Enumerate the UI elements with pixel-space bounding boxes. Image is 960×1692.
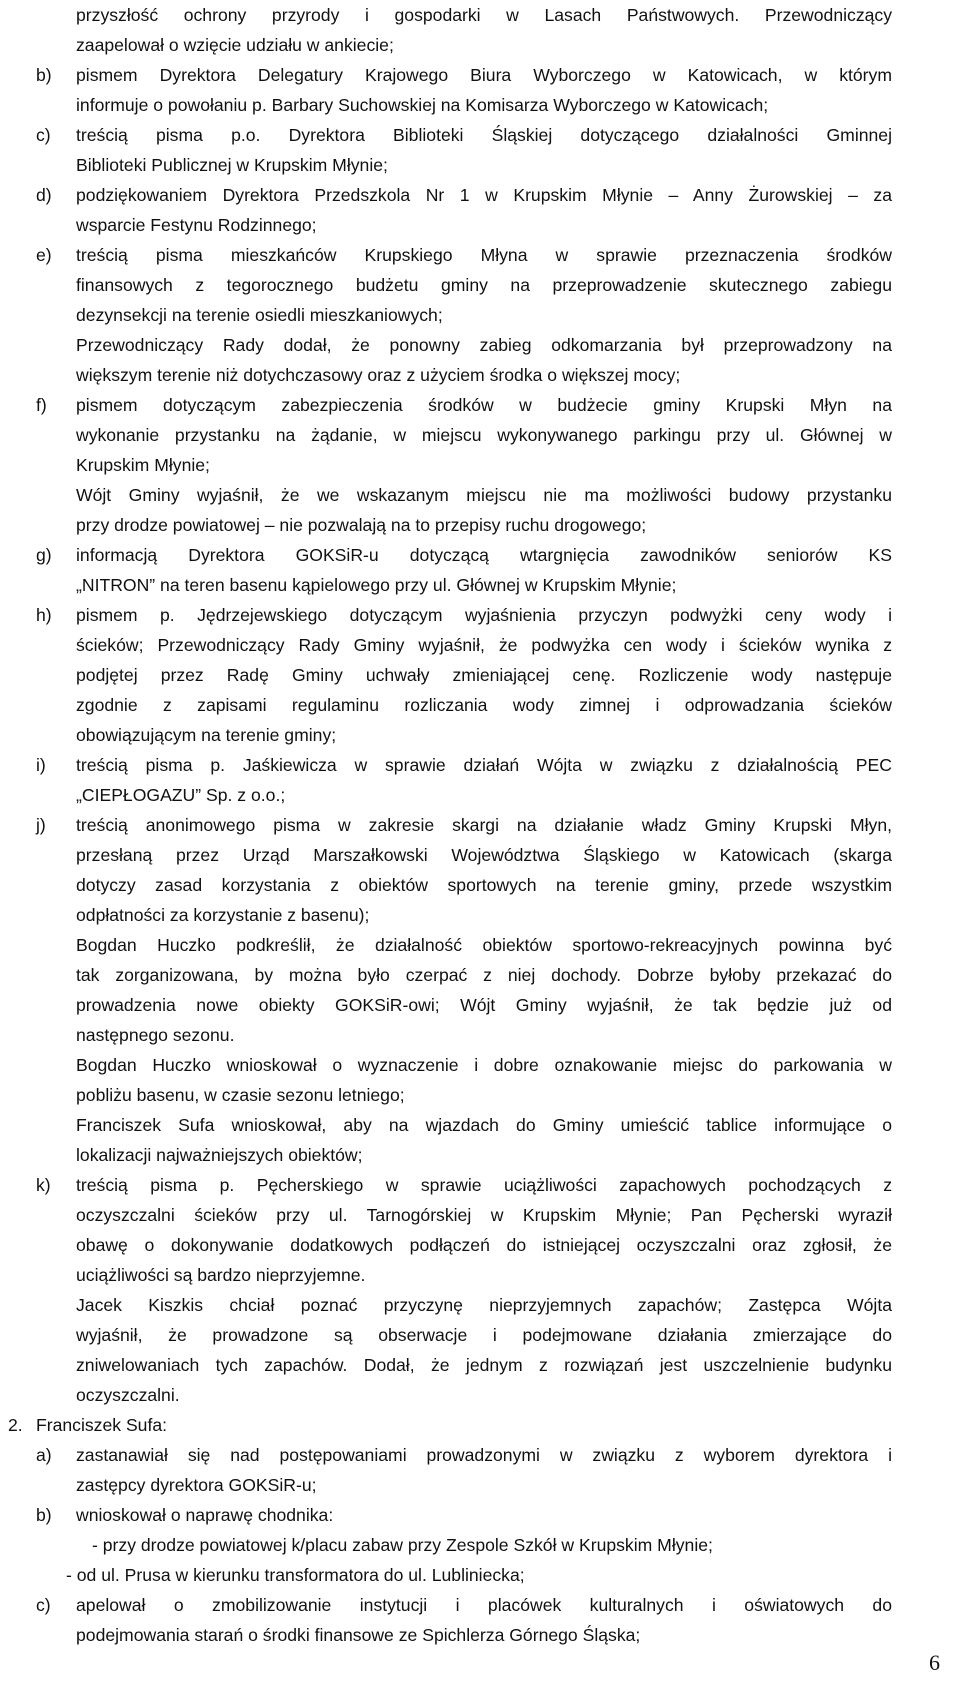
item-label: j) (36, 815, 46, 835)
text-line: treścią pisma p. Pęcherskiego w sprawie uciążliwości zapachowych pochodzących z (76, 1175, 892, 1195)
text-line: prowadzenia nowe obiekty GOKSiR-owi; Wójt Gminy wyjaśnił, że tak będzie już od (76, 995, 892, 1015)
text-line: Bogdan Huczko wnioskował o wyznaczenie i dobre oznakowanie miejsc do parkowania w (76, 1055, 892, 1075)
text-line: Franciszek Sufa wnioskował, aby na wjazdach do Gminy umieścić tablice informujące o (76, 1115, 892, 1135)
text-line: treścią pisma mieszkańców Krupskiego Młyna w sprawie przeznaczenia środków (76, 245, 892, 265)
text-line: finansowych z tegorocznego budżetu gminy na przeprowadzenie skutecznego zabiegu (76, 275, 892, 295)
text-line: przesłaną przez Urząd Marszałkowski Województwa Śląskiego w Katowicach (skarga (76, 845, 892, 865)
item-label: k) (36, 1175, 51, 1195)
text-line: zastępcy dyrektora GOKSiR-u; (76, 1475, 317, 1495)
text-line: pismem dotyczącym zabezpieczenia środków w budżecie gminy Krupski Młyn na (76, 395, 892, 415)
text-line: zastanawiał się nad postępowaniami prowadzonymi w związku z wyborem dyrektora i (76, 1445, 892, 1465)
text-line: lokalizacji najważniejszych obiektów; (76, 1145, 363, 1165)
text-line: „CIEPŁOGAZU” Sp. z o.o.; (76, 785, 286, 805)
page-number: 6 (929, 1650, 940, 1675)
text-line: Jacek Kiszkis chciał poznać przyczynę nieprzyjemnych zapachów; Zastępca Wójta (76, 1295, 892, 1315)
item-label: c) (36, 125, 51, 145)
item-label: b) (36, 65, 52, 85)
item-label: e) (36, 245, 52, 265)
text-line: wyjaśnił, że prowadzone są obserwacje i podejmowane działania zmierzające do (76, 1325, 892, 1345)
text-line: następnego sezonu. (76, 1025, 235, 1045)
text-line: pismem p. Jędrzejewskiego dotyczącym wyjaśnienia przyczyn podwyżki ceny wody i (76, 605, 892, 625)
text-line: podjętej przez Radę Gminy uchwały zmieniającej cenę. Rozliczenie wody następuje (76, 665, 892, 685)
item-label: a) (36, 1445, 52, 1465)
text-line: ścieków; Przewodniczący Rady Gminy wyjaśnił, że podwyżka cen wody i ścieków wynika z (76, 635, 892, 655)
item-label: b) (36, 1505, 52, 1525)
comment-paragraph (76, 1050, 892, 1110)
text-line: przyszłość ochrony przyrody i gospodarki w Lasach Państwowych. Przewodniczący (76, 5, 892, 25)
item-label: d) (36, 185, 52, 205)
text-line: tak zorganizowana, by można było czerpać z niej dochody. Dobrze byłoby przekazać do (76, 965, 892, 985)
text-line: treścią pisma p. Jaśkiewicza w sprawie działań Wójta w związku z działalnością PEC (76, 755, 892, 775)
dash-list-item: - przy drodze powiatowej k/placu zabaw przy Zespole Szkół w Krupskim Młynie; (92, 1535, 713, 1555)
comment-paragraph (76, 480, 892, 540)
text-line: Bogdan Huczko podkreślił, że działalność obiektów sportowo-rekreacyjnych powinna być (76, 935, 892, 955)
text-line: uciążliwości są bardzo nieprzyjemne. (76, 1265, 366, 1285)
item-label: i) (36, 755, 46, 775)
text-line: oczyszczalni ścieków przy ul. Tarnogórskiej w Krupskim Młynie; Pan Pęcherski wyraził (76, 1205, 892, 1225)
text-line: odpłatności za korzystanie z basenu); (76, 905, 370, 925)
text-line: przy drodze powiatowej – nie pozwalają na to przepisy ruchu drogowego; (76, 515, 647, 535)
text-line: zgodnie z zapisami regulaminu rozliczania wody zimnej i odprowadzania ścieków (76, 695, 892, 715)
text-line: informacją Dyrektora GOKSiR-u dotyczącą wtargnięcia zawodników seniorów KS (76, 545, 892, 565)
item-label: g) (36, 545, 52, 565)
item-label: f) (36, 395, 47, 415)
text-line: Biblioteki Publicznej w Krupskim Młynie; (76, 155, 388, 175)
comment-paragraph (76, 1290, 892, 1410)
text-line: dotyczy zasad korzystania z obiektów sportowych na terenie gminy, przede wszystkim (76, 875, 892, 895)
comment-paragraph (76, 1110, 892, 1170)
text-line: większym terenie niż dotychczasowy oraz z użyciem środka o większej mocy; (76, 365, 681, 385)
item-label: c) (36, 1595, 51, 1615)
section-heading: Franciszek Sufa: (36, 1415, 168, 1435)
text-line: podejmowania starań o środki finansowe ze Spichlerza Górnego Śląska; (76, 1625, 641, 1645)
section-number: 2. (8, 1415, 23, 1435)
text-line: pismem Dyrektora Delegatury Krajowego Biura Wyborczego w Katowicach, w którym (76, 65, 892, 85)
dash-list-item: - od ul. Prusa w kierunku transformatora do ul. Lubliniecka; (66, 1565, 525, 1585)
text-line: Wójt Gminy wyjaśnił, że we wskazanym miejscu nie ma możliwości budowy przystanku (76, 485, 892, 505)
text-line: treścią pisma p.o. Dyrektora Biblioteki Śląskiej dotyczącego działalności Gminnej (76, 125, 892, 145)
text-line: dezynsekcji na terenie osiedli mieszkaniowych; (76, 305, 443, 325)
text-line: zniwelowaniach tych zapachów. Dodał, że jednym z rozwiązań jest uszczelnienie budynku (76, 1355, 892, 1375)
text-line: obawę o dokonywanie dodatkowych podłączeń do istniejącej oczyszczalni oraz zgłosił, że (76, 1235, 892, 1255)
text-line: zaapelował o wzięcie udziału w ankiecie; (76, 35, 394, 55)
text-line: wsparcie Festynu Rodzinnego; (76, 215, 317, 235)
intro-paragraph (76, 0, 892, 60)
text-line: Krupskim Młynie; (76, 455, 210, 475)
text-line: Przewodniczący Rady dodał, że ponowny zabieg odkomarzania był przeprowadzony na (76, 335, 892, 355)
text-line: wnioskował o naprawę chodnika: (76, 1505, 334, 1525)
item-label: h) (36, 605, 52, 625)
comment-paragraph (76, 330, 892, 390)
comment-paragraph (76, 930, 892, 1050)
text-line: oczyszczalni. (76, 1385, 180, 1405)
text-line: treścią anonimowego pisma w zakresie skargi na działanie władz Gminy Krupski Młyn, (76, 815, 892, 835)
text-line: apelował o zmobilizowanie instytucji i placówek kulturalnych i oświatowych do (76, 1595, 892, 1615)
text-line: informuje o powołaniu p. Barbary Suchowskiej na Komisarza Wyborczego w Katowicach; (76, 95, 769, 115)
text-line: obowiązującym na terenie gminy; (76, 725, 337, 745)
text-line: pobliżu basenu, w czasie sezonu letniego; (76, 1085, 405, 1105)
text-line: wykonanie przystanku na żądanie, w miejscu wykonywanego parkingu przy ul. Głównej w (76, 425, 892, 445)
text-line: „NITRON” na teren basenu kąpielowego przy ul. Głównej w Krupskim Młynie; (76, 575, 677, 595)
text-line: podziękowaniem Dyrektora Przedszkola Nr 1 w Krupskim Młynie – Anny Żurowskiej – za (76, 185, 892, 205)
